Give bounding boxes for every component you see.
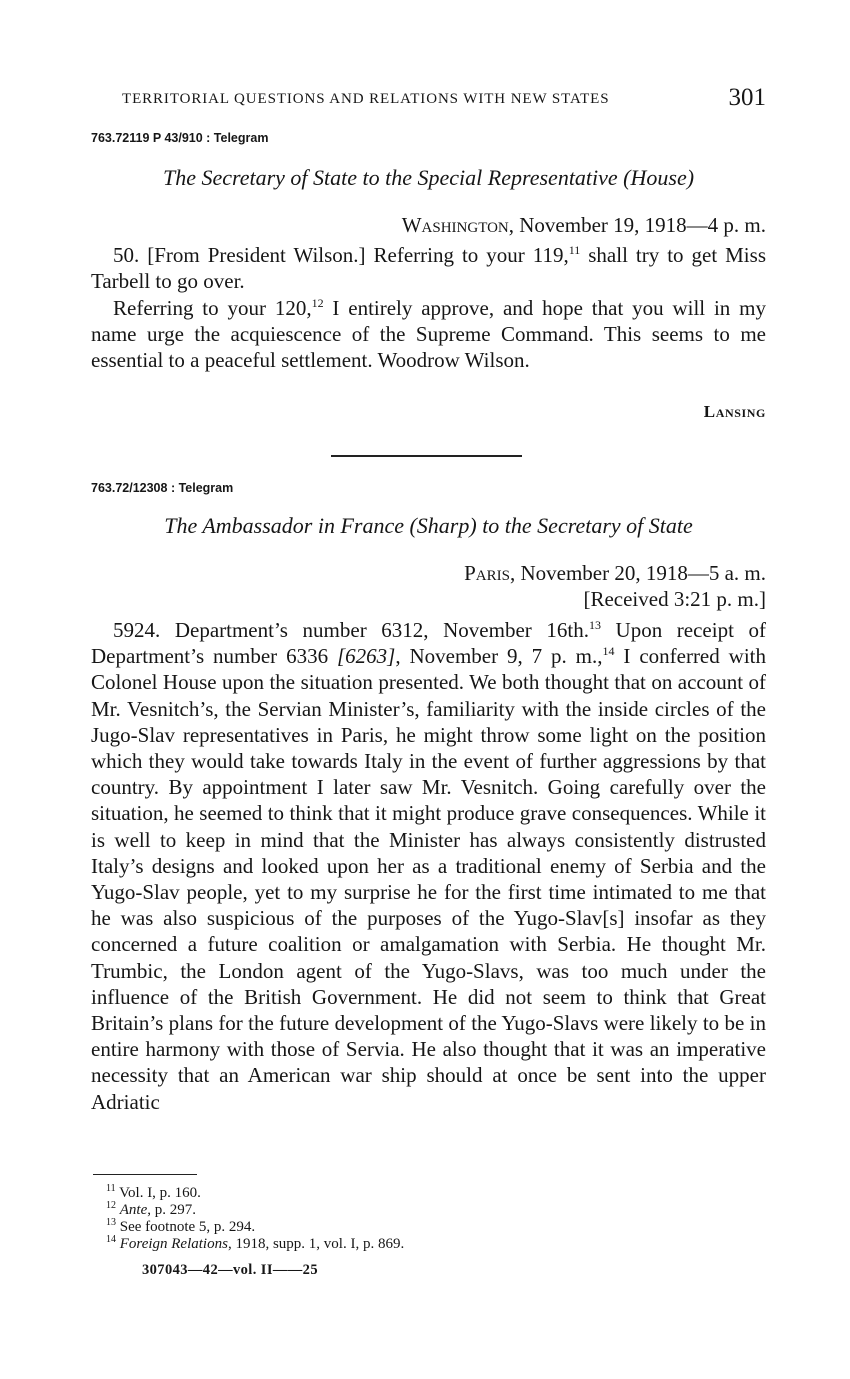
- footnote-text: , 1918, supp. 1, vol. I, p. 869.: [227, 1236, 405, 1252]
- footnote-text: See footnote 5, p. 294.: [119, 1219, 256, 1235]
- text-run: 5924. Department’s number 6312, November 16th.: [113, 618, 589, 642]
- signer-1: Lansing: [703, 402, 766, 421]
- doc1-paragraph-1: [91, 242, 766, 294]
- footnote-italic: Foreign Relations: [119, 1236, 228, 1252]
- running-title: TERRITORIAL QUESTIONS AND RELATIONS WITH NEW STATES: [122, 91, 610, 107]
- dateline-2: [464, 561, 766, 586]
- dateline-1: [402, 213, 766, 238]
- footnote-italic: Ante: [119, 1202, 148, 1218]
- dateline-place: Washington,: [401, 213, 515, 237]
- doc1-paragraph-2: [91, 295, 766, 374]
- footnote-11: [106, 1185, 201, 1202]
- document-title-1: The Secretary of State to the Special Representative (House): [162, 165, 695, 190]
- footnote-mark: 14: [106, 1234, 116, 1245]
- dateline-place: Paris,: [464, 561, 516, 585]
- footnote-mark: 11: [106, 1183, 116, 1194]
- running-header: [122, 86, 766, 116]
- dateline-date: November 19, 1918—4 p. m.: [519, 213, 766, 237]
- file-number-1: 763.72119 P 43/910 : Telegram: [91, 131, 269, 145]
- dateline-date: November 20, 1918—5 a. m.: [520, 561, 766, 585]
- section-divider: [331, 455, 522, 457]
- text-run: shall try to get Miss Tarbell to go over.: [91, 243, 766, 294]
- footnote-ref: 12: [311, 296, 324, 310]
- received-line: [Received 3:21 p. m.]: [583, 587, 766, 611]
- footnote-mark: 13: [106, 1217, 116, 1228]
- file-number-2: 763.72/12308 : Telegram: [91, 481, 234, 495]
- text-run: 50. [From President Wilson.] Referring to your 119,: [113, 243, 569, 267]
- footnote-ref: 13: [588, 618, 601, 632]
- text-run: Referring to your 120,: [113, 296, 312, 320]
- doc2-paragraph-1: [91, 617, 766, 1115]
- footnote-14: [106, 1236, 404, 1253]
- text-run: I conferred with Colonel House upon the situation presented. We both thought that on account of Mr. Vesnitch’s, the Servian Minister’s, familiarity with the inside circles of the Jugo-Slav representatives in Paris, he might throw some light on the position which they would take towards Italy in the event of further aggressions by that country. By appointment I later saw Mr. Vesnitch. Going carefully over the situation, he seemed to think that it might produce grave consequences. While it is well to keep in mind that the Minister has always consistently distrusted Italy’s designs and looked upon her as a traditional enemy of Serbia and the Yugo-Slav people, yet to my surprise he for the first time intimated to me that he was also suspicious of the purposes of the Yugo-Slav[s] insofar as they concerned a future coalition or amalgamation with Serbia. He thought Mr. Trumbic, the London agent of the Yugo-Slavs, was too much under the influence of the British Government. He did not seem to think that Great Britain’s plans for the future development of the Yugo-Slavs were likely to be in entire harmony with those of Servia. He also thought that it was an imperative necessity that an American war ship should at once be sent into the upper Adriatic: [91, 644, 766, 1114]
- text-run: Upon receipt of Department’s number 6336: [91, 618, 766, 669]
- text-run: [6263]: [336, 644, 396, 669]
- text-run: , November 9, 7 p. m.,: [395, 644, 603, 669]
- footnote-rule: [93, 1174, 197, 1175]
- page-number: 301: [728, 84, 766, 111]
- footnote-text: Vol. I, p. 160.: [119, 1185, 201, 1201]
- footnote-13: [106, 1219, 255, 1236]
- footnote-ref: 11: [568, 243, 581, 257]
- footnote-ref: 14: [602, 644, 615, 659]
- print-code-line: 307043—42—vol. II——25: [142, 1262, 318, 1278]
- footnote-text: , p. 297.: [147, 1202, 196, 1218]
- document-title-2: The Ambassador in France (Sharp) to the Secretary of State: [164, 513, 693, 538]
- footnote-12: [106, 1202, 196, 1219]
- footnote-mark: 12: [106, 1200, 116, 1211]
- text-run: I entirely approve, and hope that you will in my name urge the acquiescence of the Supreme Command. This seems to me essential to a peaceful settlement. Woodrow Wilson.: [91, 296, 766, 373]
